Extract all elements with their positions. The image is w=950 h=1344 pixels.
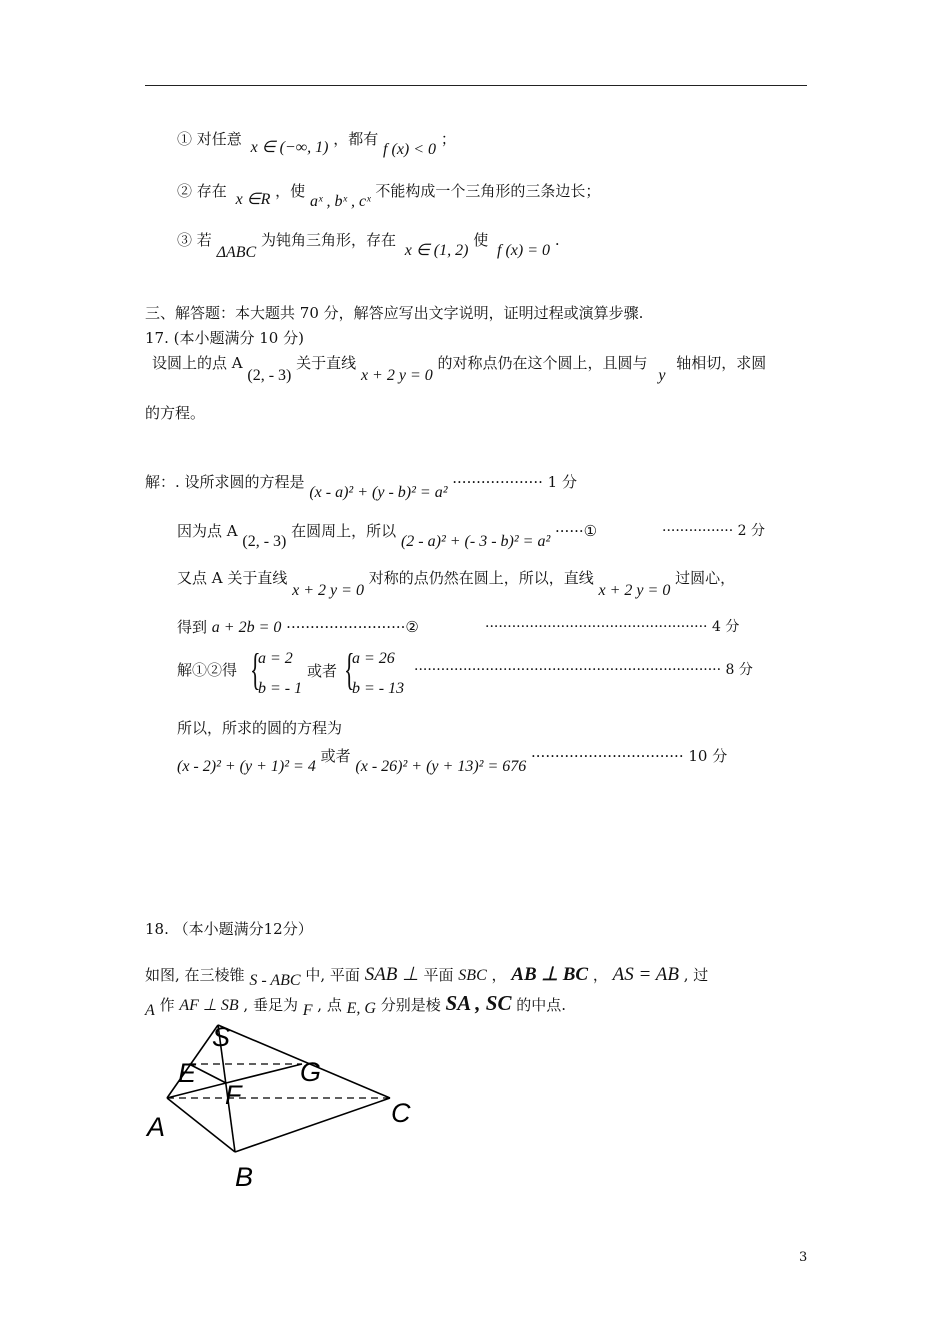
q17-p1c: 的对称点仍在这个圆上，且圆与 [437,354,648,372]
q17-s1-eq: (x - a)² + (y - b)² = a² [309,484,448,501]
q17-p1-point: (2, - 3) [247,367,292,384]
q17-s2-points: 2 分 [737,523,766,539]
q17-problem-line2: 的方程。 [145,404,206,422]
q17-p1b: 关于直线 [296,354,357,372]
option-1-post: ； [440,130,456,148]
q18-t1a: 如图, 在三棱锥 [145,966,245,984]
q18-t2-e3: F [302,1002,313,1019]
section-heading: 三、解答题：本大题共 70 分，解答应写出文字说明，证明过程或演算步骤. [145,304,644,322]
q17-s5-dots: ····································································· [414,662,722,678]
q17-s7-or: 或者 [320,747,351,765]
q17-s5-points: 8 分 [725,662,753,678]
label-G: G [300,1057,322,1087]
option-3-post: . [554,231,560,249]
q17-s3-line: x + 2 y = 0 [292,582,364,599]
q17-s5-or: 或者 [307,662,338,680]
q18-t1-e5: AS = AB [612,964,679,985]
option-2-claim: aˣ , bˣ , cˣ [309,193,371,210]
q17-p1-line: x + 2 y = 0 [360,367,433,384]
option-3-pre: ③ 若 [177,231,212,249]
q17-s2b: 在圆周上，所以 [291,522,397,540]
q17-s5-sys1-b: b = - 1 [258,680,303,697]
option-2-cond: x ∈R [235,191,271,208]
option-3-mid: 为钝角三角形，存在 [260,231,396,249]
q17-s4-points: 4 分 [711,619,740,635]
q18-t2b: , 垂足为 [243,996,298,1014]
edge-BC [235,1098,390,1152]
option-1-mid: ，都有 [333,130,379,148]
option-1-pre: ① 对任意 [177,130,242,148]
q17-s4-eq: a + 2b = 0 [211,619,282,636]
q17-s1a: 解：. 设所求圆的方程是 [145,473,305,491]
q18-t2c: , 点 [317,996,342,1014]
q17-s5-sys1-a: a = 2 [258,650,293,667]
q17-s7-dots: ································ [531,747,684,765]
q17-s6: 所以，所求的圆的方程为 [177,719,343,737]
option-3-cond2: x ∈ (1, 2) [404,242,469,259]
option-2-post: 不能构成一个三角形的三条边长； [375,182,601,200]
q17-s2a: 因为点 A [177,522,238,540]
option-3-cond: ΔABC [216,244,257,261]
label-F: F [225,1080,242,1110]
left-brace-2: { [344,645,355,694]
option-1-cond: x ∈ (−∞, 1) [250,139,329,156]
q18-t1f: , 过 [683,966,709,984]
q17-s5-sys2-a: a = 26 [352,650,395,667]
option-3-mid2: 使 [473,231,489,249]
option-3-claim: f (x) = 0 [497,242,551,259]
q18-t1-e1: S - ABC [249,972,301,989]
q18-t1-e2: SAB ⊥ [364,964,419,985]
q18-t1-e3: SBC [458,967,487,984]
q17-p1-y: y [658,367,666,384]
q17-s4a: 得到 [177,618,208,636]
q18-t2-e5: SA , SC [445,991,512,1015]
q17-s3a: 又点 A 关于直线 [177,569,288,587]
q18-t1b: 中, 平面 [305,966,360,984]
q18-t2-e1: A [145,1002,155,1019]
q18-t2f: 的中点. [516,996,567,1014]
q17-p1a: 设圆上的点 A [152,354,243,372]
q17-s4-dots: ·················································· [485,619,708,635]
q18-t2a: 作 [159,996,175,1014]
q17-s5-label: 解①②得 [177,661,238,679]
left-brace-1: { [250,645,261,694]
q17-s2c: ······① [555,522,598,540]
q17-s7-eq2: (x - 26)² + (y + 13)² = 676 [355,758,527,775]
q17-s2-point: (2, - 3) [242,533,287,550]
q17-s1-dots: ··················· [452,473,543,491]
q18-t1c: 平面 [423,966,454,984]
option-2-mid: ，使 [275,182,306,200]
q18-header: 18. （本小题满分12分） [145,920,313,938]
label-A: A [147,1112,166,1142]
q18-t2d: 分别是棱 [380,996,441,1014]
q17-s2-dots: ················ [662,523,734,539]
label-B: B [235,1162,254,1192]
option-1-claim: f (x) < 0 [383,141,437,158]
q17-s5-sys2-b: b = - 13 [352,680,405,697]
q17-s1-points: 1 分 [547,473,577,491]
page-number: 3 [799,1250,808,1265]
q17-s7-points: 10 分 [688,747,728,765]
label-S: S [212,1022,231,1052]
q17-s7-eq1: (x - 2)² + (y + 1)² = 4 [177,758,316,775]
q17-s2-eq: (2 - a)² + (- 3 - b)² = a² [400,533,551,550]
q17-s3c: 过圆心， [675,569,736,587]
q17-s4b: ·························② [286,618,419,636]
q17-p1d: 轴相切，求圆 [676,354,767,372]
q17-header: 17. (本小题满分 10 分) [145,329,304,347]
q17-s3-line2: x + 2 y = 0 [598,582,671,599]
q18-t1e: ， [592,966,608,984]
q18-t1d: ， [491,966,507,984]
option-2-pre: ② 存在 [177,182,227,200]
label-C: C [391,1098,411,1128]
label-E: E [178,1058,197,1088]
q18-t2-e4: E, G [346,1000,376,1017]
q17-s3b: 对称的点仍然在圆上，所以，直线 [368,569,594,587]
q18-t2-e2: AF ⊥ SB [179,997,239,1014]
q18-t1-e4: AB ⊥ BC [511,964,589,985]
